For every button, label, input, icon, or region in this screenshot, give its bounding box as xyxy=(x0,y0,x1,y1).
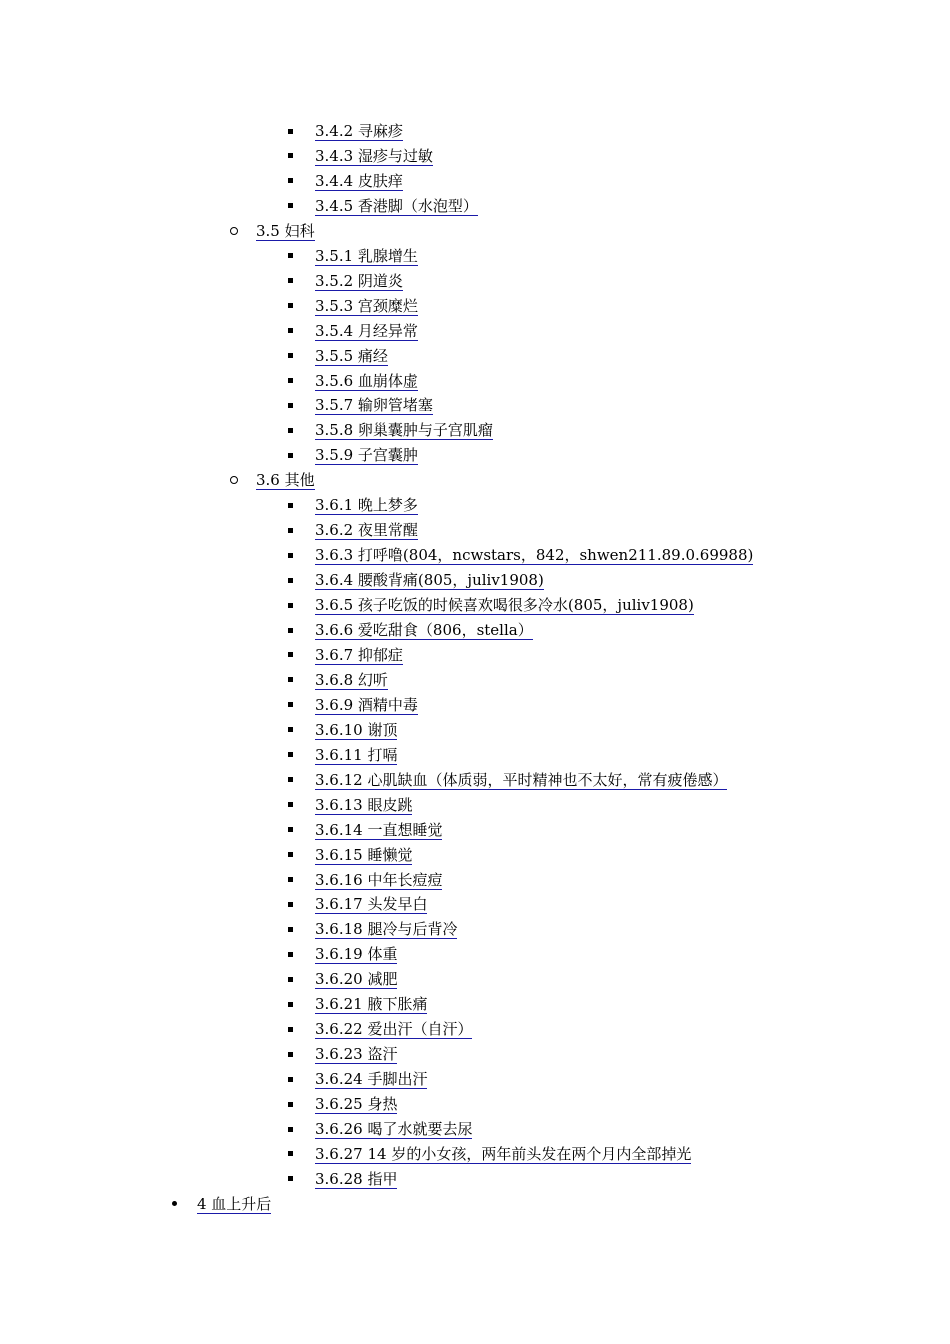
toc-link[interactable]: 3.6.6 爱吃甜食（806，stella） xyxy=(315,621,533,639)
toc-link[interactable]: 3.6.22 爱出汗（自汗） xyxy=(315,1020,473,1039)
toc-item xyxy=(288,943,397,965)
square-bullet-icon xyxy=(288,328,293,333)
toc-item xyxy=(288,494,418,516)
toc-link[interactable]: 4 血上升后 xyxy=(197,1194,272,1213)
toc-link[interactable]: 3.6 其他 xyxy=(256,471,315,490)
toc-link[interactable]: 3.6.3 打呼噜(804，ncwstars，842，shwen211.89.0.69988) xyxy=(315,546,754,565)
toc-item xyxy=(288,370,418,392)
toc-item xyxy=(288,170,403,192)
square-bullet-icon xyxy=(288,702,293,707)
toc-item xyxy=(288,245,418,267)
toc-link[interactable]: 3.6.14 一直想睡觉 xyxy=(315,820,443,839)
square-bullet-icon xyxy=(288,1027,293,1032)
square-bullet-icon xyxy=(288,852,293,857)
toc-link[interactable]: 3.5.7 输卵管堵塞 xyxy=(315,396,433,415)
square-bullet-icon xyxy=(288,453,293,458)
toc-link[interactable]: 3.6.27 14 岁的小女孩，两年前头发在两个月内全部掉光 xyxy=(315,1144,692,1163)
toc-link[interactable]: 3.6.15 睡懒觉 xyxy=(315,845,413,864)
toc-item xyxy=(288,744,397,766)
toc-item xyxy=(288,719,397,741)
square-bullet-icon xyxy=(288,603,293,608)
toc-item xyxy=(288,794,412,816)
toc-link[interactable]: 3.4.2 寻麻疹 xyxy=(315,122,403,140)
toc-link[interactable]: 3.6.24 手脚出汗 xyxy=(315,1070,428,1089)
disc-bullet-icon xyxy=(172,1201,177,1206)
toc-item xyxy=(288,869,442,891)
toc-link[interactable]: 3.6.7 抑郁症 xyxy=(315,645,403,664)
toc-item xyxy=(288,195,478,217)
square-bullet-icon xyxy=(288,553,293,558)
toc-item xyxy=(288,270,403,292)
square-bullet-icon xyxy=(288,1002,293,1007)
toc-item xyxy=(288,1068,427,1090)
toc-item xyxy=(288,295,418,317)
toc-link[interactable]: 3.6.9 酒精中毒 xyxy=(315,695,418,714)
square-bullet-icon xyxy=(288,902,293,907)
toc-item xyxy=(288,644,403,666)
toc-item xyxy=(288,345,388,367)
toc-item xyxy=(230,220,315,242)
toc-item xyxy=(288,819,442,841)
circle-bullet-icon xyxy=(230,227,238,235)
square-bullet-icon xyxy=(288,1176,293,1181)
toc-link[interactable]: 3.5 妇科 xyxy=(256,221,315,240)
toc-link[interactable]: 3.6.23 盗汗 xyxy=(315,1045,398,1064)
square-bullet-icon xyxy=(288,428,293,433)
square-bullet-icon xyxy=(288,677,293,682)
square-bullet-icon xyxy=(288,752,293,757)
square-bullet-icon xyxy=(288,652,293,657)
toc-item xyxy=(288,544,753,566)
toc-link[interactable]: 3.4.4 皮肤痒 xyxy=(315,171,403,190)
square-bullet-icon xyxy=(288,952,293,957)
toc-item xyxy=(288,769,727,791)
toc-item xyxy=(230,469,315,491)
circle-bullet-icon xyxy=(230,476,238,484)
square-bullet-icon xyxy=(288,1077,293,1082)
toc-link[interactable]: 3.6.4 腰酸背痛(805，juliv1908) xyxy=(315,571,544,590)
toc-link[interactable]: 3.6.20 减肥 xyxy=(315,970,398,989)
square-bullet-icon xyxy=(288,253,293,258)
toc-link[interactable]: 3.4.5 香港脚（水泡型） xyxy=(315,196,478,215)
toc-item xyxy=(288,444,418,466)
toc-link[interactable]: 3.6.17 头发早白 xyxy=(315,895,428,914)
toc-link[interactable]: 3.6.19 体重 xyxy=(315,945,398,964)
toc-item xyxy=(288,145,433,167)
toc-item xyxy=(288,694,418,716)
toc-link[interactable]: 3.6.18 腿冷与后背冷 xyxy=(315,920,458,939)
toc-link[interactable]: 3.5.3 宫颈糜烂 xyxy=(315,296,418,315)
toc-link[interactable]: 3.4.3 湿疹与过敏 xyxy=(315,146,433,165)
toc-link[interactable]: 3.6.5 孩子吃饭的时候喜欢喝很多冷水(805，juliv1908) xyxy=(315,596,694,615)
toc-link[interactable]: 3.6.16 中年长痘痘 xyxy=(315,870,443,889)
square-bullet-icon xyxy=(288,927,293,932)
toc-item xyxy=(288,1168,397,1190)
toc-link[interactable]: 3.5.8 卵巢囊肿与子宫肌瘤 xyxy=(315,421,493,440)
toc-item xyxy=(288,844,412,866)
square-bullet-icon xyxy=(288,727,293,732)
toc-link[interactable]: 3.5.9 子宫囊肿 xyxy=(315,446,418,465)
square-bullet-icon xyxy=(288,628,293,633)
toc-item xyxy=(288,1018,472,1040)
toc-item xyxy=(288,993,427,1015)
toc-link[interactable]: 3.6.10 谢顶 xyxy=(315,720,398,739)
toc-link[interactable]: 3.5.5 痛经 xyxy=(315,346,388,365)
toc-item xyxy=(288,120,403,142)
toc-item xyxy=(288,968,397,990)
square-bullet-icon xyxy=(288,1151,293,1156)
toc-item xyxy=(288,394,433,416)
toc-link[interactable]: 3.6.21 腋下胀痛 xyxy=(315,995,428,1014)
square-bullet-icon xyxy=(288,1127,293,1132)
toc-item xyxy=(288,1093,397,1115)
toc-item xyxy=(288,569,544,591)
toc-item xyxy=(288,419,493,441)
toc-link[interactable]: 3.5.6 血崩体虚 xyxy=(315,371,418,390)
toc-item xyxy=(288,320,418,342)
square-bullet-icon xyxy=(288,278,293,283)
toc-link[interactable]: 3.5.4 月经异常 xyxy=(315,321,418,340)
toc-link[interactable]: 3.6.8 幻听 xyxy=(315,670,388,689)
toc-link[interactable]: 3.6.25 身热 xyxy=(315,1095,398,1114)
toc-item xyxy=(172,1193,271,1215)
square-bullet-icon xyxy=(288,1052,293,1057)
toc-item xyxy=(288,1143,691,1165)
square-bullet-icon xyxy=(288,153,293,158)
toc-link[interactable]: 3.6.2 夜里常醒 xyxy=(315,521,418,540)
toc-item xyxy=(288,594,694,616)
toc-link[interactable]: 3.6.26 喝了水就要去尿 xyxy=(315,1120,473,1138)
square-bullet-icon xyxy=(288,303,293,308)
square-bullet-icon xyxy=(288,1102,293,1107)
square-bullet-icon xyxy=(288,403,293,408)
square-bullet-icon xyxy=(288,353,293,358)
square-bullet-icon xyxy=(288,802,293,807)
toc-item xyxy=(288,1118,472,1140)
toc-item xyxy=(288,619,533,641)
toc-link[interactable]: 3.6.13 眼皮跳 xyxy=(315,795,413,814)
toc-item xyxy=(288,1043,397,1065)
toc-item xyxy=(288,519,418,541)
toc-link[interactable]: 3.6.12 心肌缺血（体质弱，平时精神也不太好，常有疲倦感） xyxy=(315,770,728,789)
toc-link[interactable]: 3.6.1 晚上梦多 xyxy=(315,496,418,515)
toc-link[interactable]: 3.5.1 乳腺增生 xyxy=(315,246,418,265)
square-bullet-icon xyxy=(288,203,293,208)
square-bullet-icon xyxy=(288,827,293,832)
square-bullet-icon xyxy=(288,378,293,383)
square-bullet-icon xyxy=(288,503,293,508)
square-bullet-icon xyxy=(288,877,293,882)
square-bullet-icon xyxy=(288,777,293,782)
square-bullet-icon xyxy=(288,977,293,982)
square-bullet-icon xyxy=(288,129,293,134)
toc-link[interactable]: 3.6.11 打嗝 xyxy=(315,745,398,764)
toc-item xyxy=(288,918,457,940)
toc-link[interactable]: 3.5.2 阴道炎 xyxy=(315,271,403,290)
square-bullet-icon xyxy=(288,178,293,183)
toc-item xyxy=(288,893,427,915)
toc-link[interactable]: 3.6.28 指甲 xyxy=(315,1169,398,1188)
square-bullet-icon xyxy=(288,578,293,583)
square-bullet-icon xyxy=(288,528,293,533)
toc-item xyxy=(288,669,388,691)
